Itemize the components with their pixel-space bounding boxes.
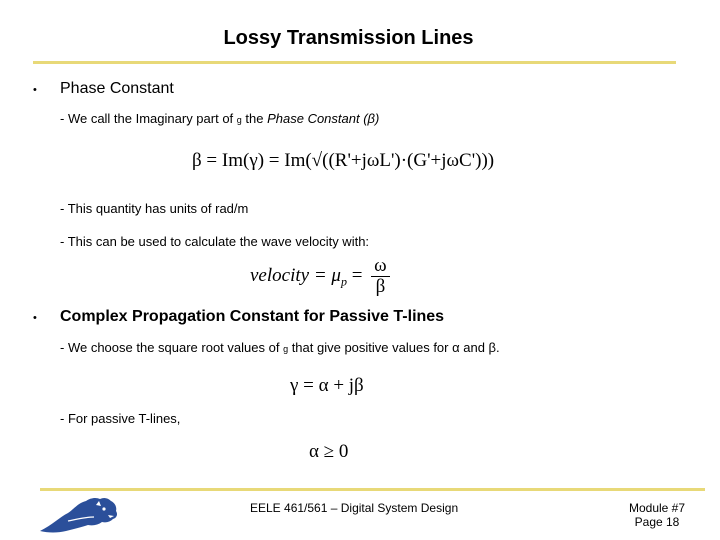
text-segment: - We call the Imaginary part of xyxy=(60,111,237,126)
velocity-lhs: velocity = μ xyxy=(250,264,341,286)
bullet-heading-phase-constant: Phase Constant xyxy=(60,80,174,97)
bobcat-logo-icon xyxy=(38,495,120,540)
text-segment: - We choose the square root values of xyxy=(60,340,284,355)
velocity-subscript: p xyxy=(340,274,347,289)
fraction-numerator: ω xyxy=(371,256,390,277)
footer-divider xyxy=(40,488,705,491)
bullet-marker: • xyxy=(33,84,37,96)
square-root-note xyxy=(60,340,500,355)
equals-sign: = xyxy=(346,264,368,286)
bullet-heading-propagation-constant: Complex Propagation Constant for Passive T-lines xyxy=(60,308,445,325)
phase-constant-term: Phase Constant (β) xyxy=(267,111,380,126)
propagation-constant-equation: γ = α + jβ xyxy=(290,375,364,396)
title-divider xyxy=(33,61,676,64)
gamma-symbol: g xyxy=(283,344,289,354)
text-segment: that give positive values for α and β. xyxy=(288,340,500,355)
velocity-equation xyxy=(250,256,390,297)
page-number: Page 18 xyxy=(634,515,680,529)
slide-title: Lossy Transmission Lines xyxy=(223,27,474,49)
module-number: Module #7 xyxy=(628,501,686,515)
gamma-symbol: g xyxy=(236,115,242,125)
fraction-denominator: β xyxy=(375,276,386,297)
velocity-note: - This can be used to calculate the wave velocity with: xyxy=(60,234,370,249)
velocity-fraction xyxy=(371,256,390,297)
passive-tlines-note: - For passive T-lines, xyxy=(60,411,181,426)
bullet-marker: • xyxy=(33,312,37,324)
text-segment: the xyxy=(241,111,268,126)
phase-constant-equation: β = Im(γ) = Im(√((R'+jωL')·(G'+jωC'))) xyxy=(192,150,495,171)
module-page-info xyxy=(612,501,702,529)
phase-constant-definition xyxy=(60,111,379,126)
attenuation-inequality: α ≥ 0 xyxy=(309,441,349,462)
units-note: - This quantity has units of rad/m xyxy=(60,201,249,216)
course-name: EELE 461/561 – Digital System Design xyxy=(250,501,459,515)
